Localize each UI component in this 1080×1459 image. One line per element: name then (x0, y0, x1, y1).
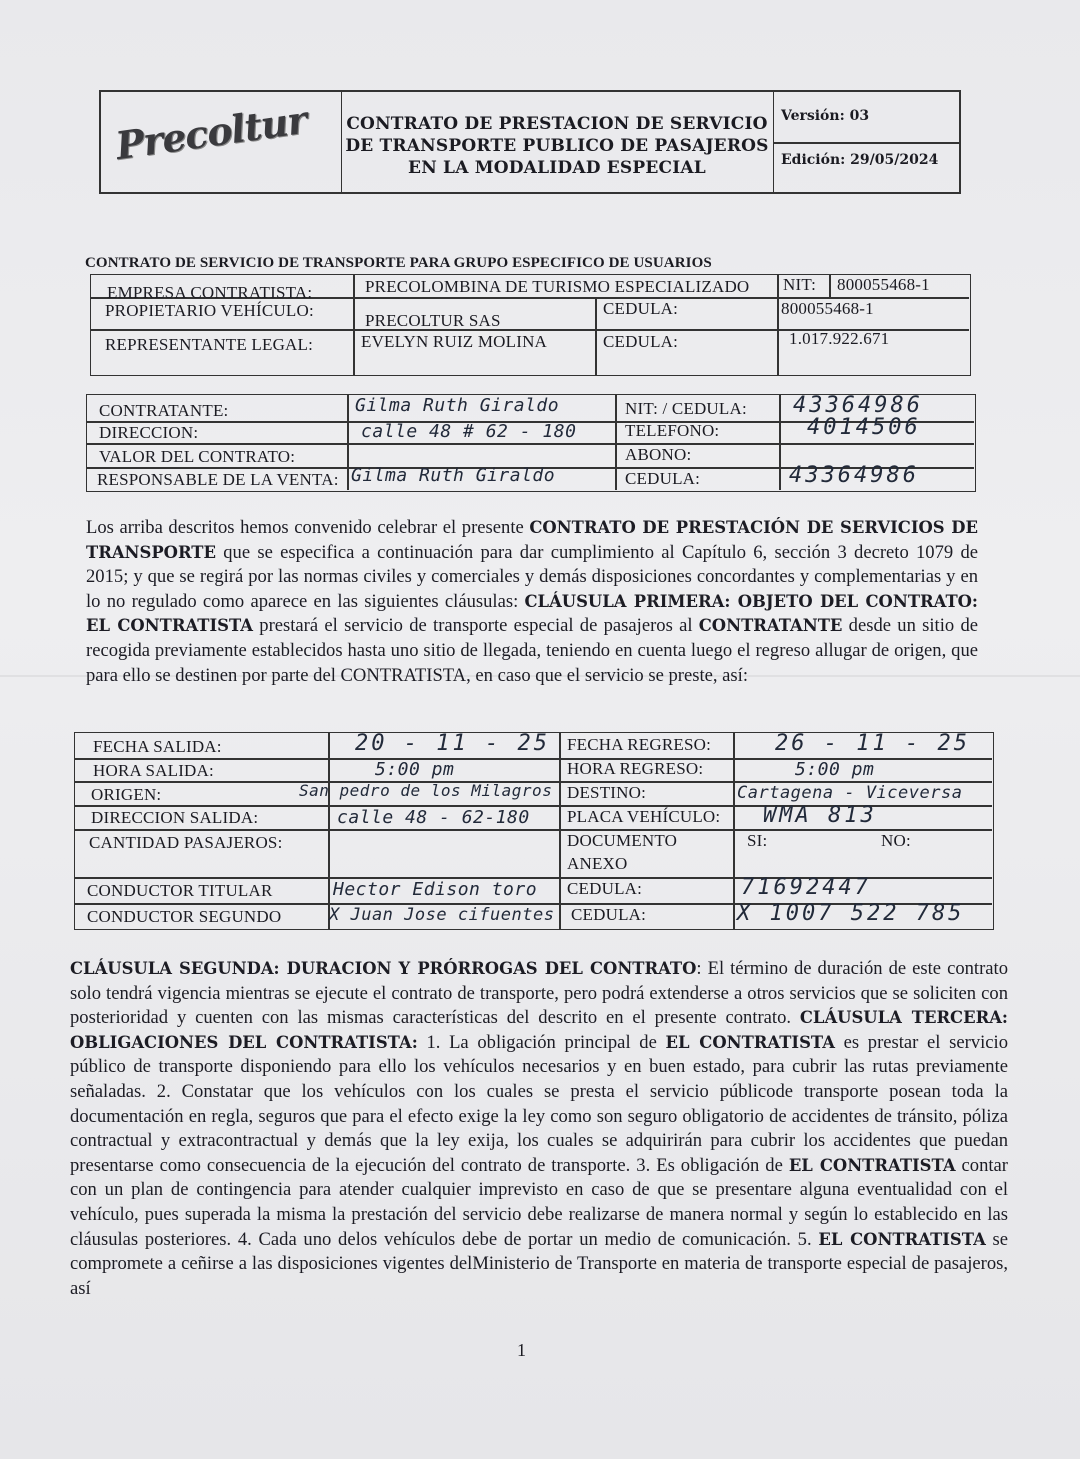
propietario-value: PRECOLTUR SAS (365, 311, 501, 330)
propietario-cedula-value: 800055468-1 (781, 299, 874, 318)
clauses-paragraph-run-6: EL CONTRATISTA (788, 1155, 956, 1175)
intro-paragraph-run-4: prestará el servicio de transporte especial de pasajeros al (253, 615, 699, 637)
conductor-segundo-value: X Juan Jose cifuentes (329, 905, 555, 925)
direccion-value: calle 48 # 62 - 180 (361, 421, 577, 442)
fecha-regreso-value: 26 - 11 - 25 (775, 731, 970, 756)
version-label: Versión: 03 (781, 108, 870, 124)
responsable-value: Gilma Ruth Giraldo (351, 465, 556, 486)
valor-label: VALOR DEL CONTRATO: (99, 447, 296, 466)
clauses-paragraph-run-0: CLÁUSULA SEGUNDA: DURACION Y PRÓRROGAS DEL CONTRATO (70, 959, 697, 978)
page-number: 1 (517, 1340, 526, 1360)
header-title-line-1: CONTRATO DE PRESTACION DE SERVICIO (346, 114, 768, 134)
clauses-paragraph (70, 957, 1008, 1301)
header-title-line-2: DE TRANSPORTE PUBLICO DE PASAJEROS (345, 136, 769, 156)
contract-header (99, 90, 961, 194)
cantidad-label: CANTIDAD PASAJEROS: (89, 833, 283, 852)
intro-paragraph-run-6: desde un sitio de recogida previamente establecidos hasta uno sitio de llegada, teniendo en cuenta luego el regreso allugar de origen, que para ello se destinen por parte del CONTRATISTA, en caso que el servicio se preste, así: (86, 615, 978, 686)
clauses-paragraph-run-7: contar con un plan de contingencia para atender cualquier imprevisto en caso de que se presentare alguna eventualidad con el vehículo, pues superada la misma la prestación del servicio debe realizarse de manera normal y según lo establecido en las cláusulas posteriores. 4. Cada uno delos vehículos debe de portar un medio de comunicación. 5. (70, 1154, 1008, 1250)
intro-paragraph (86, 516, 978, 688)
hora-salida-label: HORA SALIDA: (93, 761, 214, 780)
hora-salida-value: 5:00 pm (375, 759, 455, 780)
clauses-paragraph-run-2: CLÁUSULA TERCERA: OBLIGACIONES DEL CONTRATISTA: (70, 1008, 1008, 1052)
fecha-regreso-label: FECHA REGRESO: (567, 735, 712, 754)
edition-label: Edición: 29/05/2024 (781, 152, 939, 168)
hora-regreso-value: 5:00 pm (795, 759, 875, 780)
destino-label: DESTINO: (567, 783, 647, 802)
destino-value: Cartagena - Viceversa (737, 783, 963, 803)
intro-paragraph-run-5: CONTRATANTE (698, 616, 843, 636)
fecha-salida-value: 20 - 11 - 25 (355, 731, 550, 756)
intro-paragraph-run-1: CONTRATO DE PRESTACIÓN DE SERVICIOS DE TRANSPORTE (86, 518, 978, 562)
header-title-line-3: EN LA MODALIDAD ESPECIAL (408, 158, 706, 178)
nit-cedula-value: 43364986 (793, 393, 923, 418)
contratante-value: Gilma Ruth Giraldo (355, 395, 560, 416)
conductor-segundo-cedula-label: CEDULA: (571, 905, 647, 924)
nit-cedula-label: NIT: / CEDULA: (625, 399, 747, 418)
clauses-paragraph-run-1: : El término de duración de este contrato solo tendrá vigencia mientras se ejecute el contrato de transporte, pero podrá extenderse a otros servicios que se soliciten con posterioridad y cuenten con las mismas características del descrito en el presente contrato. (70, 958, 1008, 1029)
nit-value: 800055468-1 (837, 275, 930, 294)
origen-label: ORIGEN: (91, 785, 162, 804)
fecha-salida-label: FECHA SALIDA: (93, 737, 222, 756)
telefono-label: TELEFONO: (625, 421, 720, 440)
direccion-salida-value: calle 48 - 62-180 (337, 807, 530, 828)
conductor-titular-cedula: 71692447 (741, 875, 871, 900)
logo-cell (101, 92, 342, 192)
header-title (341, 92, 774, 192)
origen-value: San pedro de los Milagros (299, 781, 553, 800)
conductor-titular-value: Hector Edison toro (333, 879, 538, 900)
clauses-paragraph-run-3: 1. La obligación principal de (417, 1031, 666, 1053)
conductor-segundo-label: CONDUCTOR SEGUNDO (87, 907, 282, 926)
conductor-titular-label: CONDUCTOR TITULAR (87, 881, 273, 900)
representante-cedula-label: CEDULA: (603, 332, 679, 351)
section-title: CONTRATO DE SERVICIO DE TRANSPORTE PARA GRUPO ESPECIFICO DE USUARIOS (85, 255, 712, 271)
clauses-paragraph-run-5: es prestar el servicio público de transporte disponiendo para ello los vehículos necesarios y en buen estado, para cubrir las rutas previamente señaladas. 2. Constatar que los vehículos con los cuales se presta el servicio públicode transporte posean toda la documentación en regla, seguros que para el efecto exige la ley como son seguro obligatorio de accidentes de tránsito, póliza contractual y extracontractual y demás que la ley exija, los cuales se adquirirán para cubrir los accidentes que puedan presentarse como consecuencia de la ejecución del contrato de transporte. 3. Es obligación de (70, 1031, 1009, 1176)
placa-label: PLACA VEHÍCULO: (567, 807, 721, 826)
client-table (86, 394, 976, 492)
propietario-cedula-label: CEDULA: (603, 299, 679, 318)
empresa-value: PRECOLOMBINA DE TURISMO ESPECIALIZADO (365, 277, 750, 296)
company-table (90, 274, 971, 376)
company-logo: Precoltur (112, 96, 310, 169)
clauses-paragraph-run-9: se compromete a ceñirse a las disposiciones vigentes delMinisterio de Transporte en materia de transporte especial de pasajeros, así (70, 1228, 1009, 1299)
intro-paragraph-run-0: Los arriba descritos hemos convenido celebrar el presente (86, 517, 530, 538)
intro-paragraph-run-2: que se especifica a continuación para dar cumplimiento al Capítulo 6, sección 3 decreto 1079 de 2015; y que se regirá por las normas civiles y comerciales y demás disposiciones concordantes y complementarias y en lo no regulado como aparece en las siguientes cláusulas: (86, 541, 978, 612)
documento-label-1: DOCUMENTO (567, 831, 678, 850)
representante-label: REPRESENTANTE LEGAL: (105, 335, 314, 354)
direccion-label: DIRECCION: (99, 423, 199, 442)
intro-paragraph-run-3: CLÁUSULA PRIMERA: OBJETO DEL CONTRATO: EL CONTRATISTA (86, 591, 978, 636)
anexo-si-label: SI: (747, 831, 768, 850)
propietario-label: PROPIETARIO VEHÍCULO: (105, 301, 314, 320)
documento-label-2: ANEXO (567, 854, 628, 873)
contratante-label: CONTRATANTE: (99, 401, 229, 420)
placa-value: WMA 813 (763, 803, 877, 828)
clauses-paragraph-run-4: EL CONTRATISTA (665, 1032, 835, 1052)
representante-value: EVELYN RUIZ MOLINA (361, 332, 548, 351)
conductor-segundo-cedula: X 1007 522 785 (737, 901, 965, 926)
conductor-titular-cedula-label: CEDULA: (567, 879, 643, 898)
hora-regreso-label: HORA REGRESO: (567, 759, 704, 778)
nit-label: NIT: (783, 275, 816, 294)
responsable-cedula-value: 43364986 (789, 463, 919, 488)
header-meta (773, 92, 959, 192)
representante-cedula-value: 1.017.922.671 (789, 329, 890, 348)
empresa-label: EMPRESA CONTRATISTA: (107, 283, 313, 302)
abono-label: ABONO: (625, 445, 692, 464)
telefono-value: 4014506 (807, 415, 921, 440)
anexo-no-label: NO: (881, 831, 911, 850)
responsable-label: RESPONSABLE DE LA VENTA: (97, 470, 339, 489)
direccion-salida-label: DIRECCION SALIDA: (91, 808, 259, 827)
responsable-cedula-label: CEDULA: (625, 469, 701, 488)
trip-table (74, 732, 994, 930)
clauses-paragraph-run-8: EL CONTRATISTA (818, 1229, 986, 1249)
